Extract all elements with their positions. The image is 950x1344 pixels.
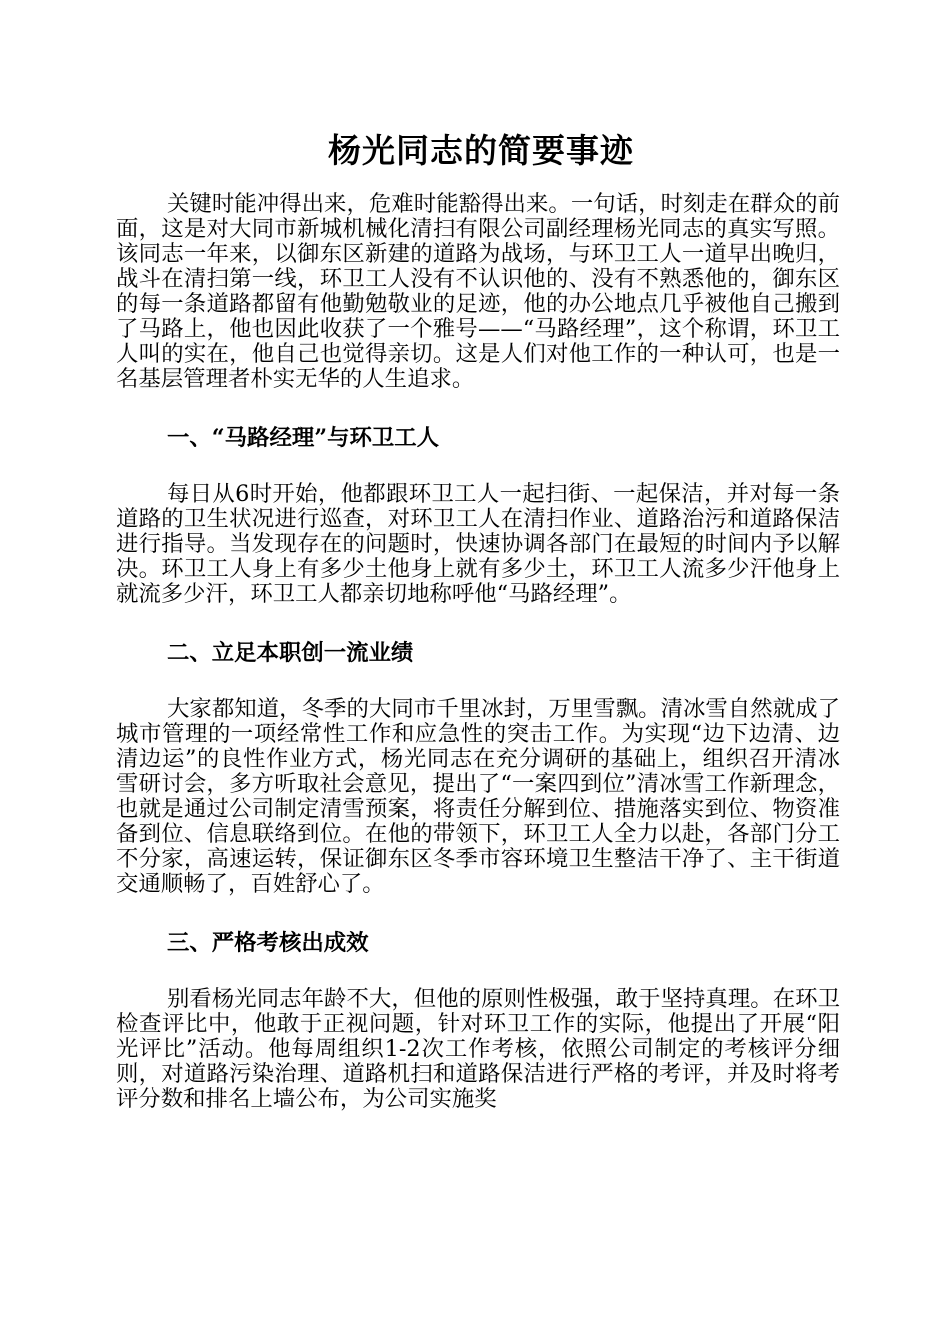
document-page [116,122,840,1112]
intro-paragraph: 关键时能冲得出来，危难时能豁得出来。一句话，时刻走在群众的前面，这是对大同市新城机械化清扫有限公司副经理杨光同志的真实写照。该同志一年来，以御东区新建的道路为战场，与环卫工人一道早出晚归，战斗在清扫第一线，环卫工人没有不认识他的、没有不熟悉他的，御东区的每一条道路都留有他勤勉敬业的足迹，他的办公地点几乎被他自己搬到了马路上，他也因此收获了一个雅号——“马路经理”，这个称谓，环卫工人叫的实在，他自己也觉得亲切。这是人们对他工作的一种认可，也是一名基层管理者朴实无华的人生追求。 [116,191,840,392]
section-heading-2: 二、立足本职创一流业绩 [167,640,414,666]
section-body-2: 大家都知道，冬季的大同市千里冰封，万里雪飘。清冰雪自然就成了城市管理的一项经常性工作和应急性的突击工作。为实现“边下边清、边清边运”的良性作业方式，杨光同志在充分调研的基础上，组织召开清冰雪研讨会，多方听取社会意见，提出了“一案四到位”清冰雪工作新理念，也就是通过公司制定清雪预案，将责任分解到位、措施落实到位、物资准备到位、信息联络到位。在他的带领下，环卫工人全力以赴，各部门分工不分家，高速运转，保证御东区冬季市容环境卫生整洁干净了、主干街道交通顺畅了，百姓舒心了。 [116,696,840,897]
document-title: 杨光同志的简要事迹 [328,131,634,170]
section-heading-1: 一、“马路经理”与环卫工人 [167,425,440,451]
section-heading-3: 三、严格考核出成效 [167,930,369,956]
section-body-1: 每日从6时开始，他都跟环卫工人一起扫街、一起保洁，并对每一条道路的卫生状况进行巡查，对环卫工人在清扫作业、道路治污和道路保洁进行指导。当发现存在的问题时，快速协调各部门在最短的时间内予以解决。环卫工人身上有多少土他身上就有多少土，环卫工人流多少汗他身上就流多少汗，环卫工人都亲切地称呼他“马路经理”。 [116,481,840,607]
section-body-3: 别看杨光同志年龄不大，但他的原则性极强，敢于坚持真理。在环卫检查评比中，他敢于正视问题，针对环卫工作的实际，他提出了开展“阳光评比”活动。他每周组织1-2次工作考核，依照公司制定的考核评分细则，对道路污染治理、道路机扫和道路保洁进行严格的考评，并及时将考评分数和排名上墙公布，为公司实施奖 [116,986,840,1112]
